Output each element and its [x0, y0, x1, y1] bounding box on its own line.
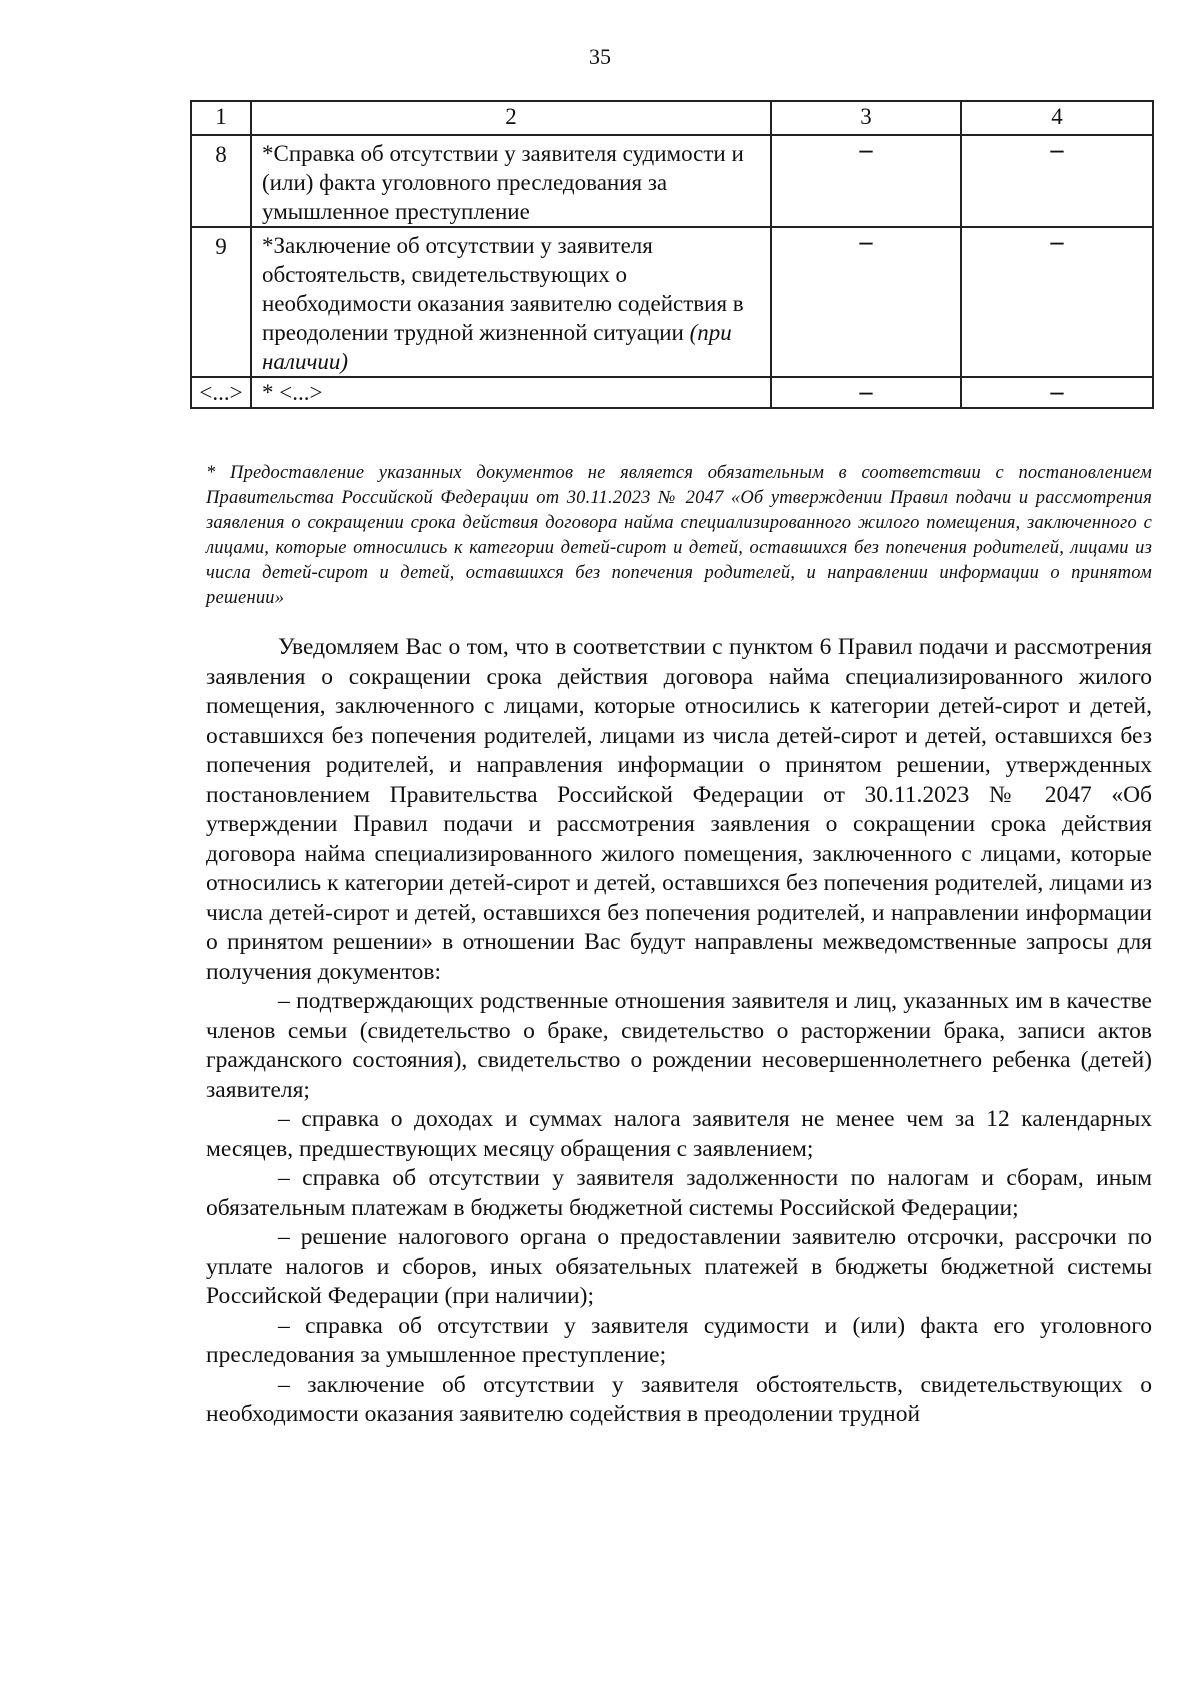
- dash-mark: –: [1050, 227, 1064, 256]
- list-item: – заключение об отсутствии у заявителя обстоятельств, свидетельствующих о необходимости оказания заявителю содействия в преодолении трудной: [206, 1371, 1152, 1427]
- list-item: – подтверждающих родственные отношения заявителя и лиц, указанных им в качестве членов семьи (свидетельство о браке, свидетельство о расторжении брака, записи актов гражданского состояния), свидетельство о рождении несовершеннолетнего ребенка (детей) заявителя;: [206, 988, 1152, 1103]
- documents-table: [190, 100, 1154, 409]
- list-item: – решение налогового органа о предоставлении заявителю отсрочки, рассрочки по уплате налогов и сборов, иных обязательных платежей в бюджеты бюджетной системы Российской Федерации (при наличии);: [206, 1224, 1152, 1309]
- row-col4: [961, 377, 1153, 408]
- dash-mark: –: [859, 135, 873, 164]
- table-row: [191, 227, 1153, 377]
- row-number: 9: [191, 227, 251, 377]
- row-document-text: *Заключение об отсутствии у заявителя обстоятельств, свидетельствующих о необходимости оказания заявителю содействия в преодолении трудной жизненной ситуации: [262, 233, 744, 345]
- table-footnote: * Предоставление указанных документов не является обязательным в соответствии с постановлением Правительства Российской Федерации от 30.11.2023 № 2047 «Об утверждении Правил подачи и рассмотрения заявления о сокращении срока действия договора найма специализированного жилого помещения, заключенного с лицами, которые относились к категории детей-сирот и детей, оставшихся без попечения родителей, лицами из числа детей-сирот и детей, оставшихся без попечения родителей, и направлении информации о принятом решении»: [206, 463, 1152, 608]
- table-header-cell: 4: [961, 101, 1153, 135]
- dash-mark: –: [859, 377, 873, 406]
- table-row: [191, 377, 1153, 408]
- row-col3: [771, 135, 961, 227]
- row-col3: [771, 227, 961, 377]
- notification-body: [206, 633, 1152, 1430]
- row-document-name: [251, 227, 771, 377]
- row-document-italic: (при наличии): [262, 320, 732, 374]
- dash-mark: –: [859, 227, 873, 256]
- list-item: – справка об отсутствии у заявителя судимости и (или) факта его уголовного преследования за умышленное преступление;: [206, 1312, 1152, 1368]
- row-document-name: [251, 377, 771, 408]
- row-document-text: * <...>: [262, 380, 323, 405]
- row-number: <...>: [191, 377, 251, 408]
- table-row: [191, 135, 1153, 227]
- dash-mark: –: [1050, 135, 1064, 164]
- table-header-cell: 3: [771, 101, 961, 135]
- row-document-text: *Справка об отсутствии у заявителя судимости и (или) факта уголовного преследования за умышленное преступление: [262, 141, 744, 224]
- list-item: – справка об отсутствии у заявителя задолженности по налогам и сборам, иным обязательным платежам в бюджеты бюджетной системы Российской Федерации;: [206, 1165, 1152, 1221]
- table-header-cell: 1: [191, 101, 251, 135]
- row-number: 8: [191, 135, 251, 227]
- row-col3: [771, 377, 961, 408]
- page-number: 35: [589, 44, 611, 69]
- table-header-cell: 2: [251, 101, 771, 135]
- table-header-row: [191, 101, 1153, 135]
- row-col4: [961, 135, 1153, 227]
- row-document-name: [251, 135, 771, 227]
- intro-paragraph: Уведомляем Вас о том, что в соответствии с пунктом 6 Правил подачи и рассмотрения заявления о сокращении срока действия договора найма специализированного жилого помещения, заключенного с лицами, которые относились к категории детей-сирот и детей, оставшихся без попечения родителей, лицами из числа детей-сирот и детей, оставшихся без попечения родителей, и направления информации о принятом решении, утвержденных постановлением Правительства Российской Федерации от 30.11.2023 № 2047 «Об утверждении Правил подачи и рассмотрения заявления о сокращении срока действия договора найма специализированного жилого помещения, заключенного с лицами, которые относились к категории детей-сирот и детей, оставшихся без попечения родителей, лицами из числа детей-сирот и детей, оставшихся без попечения родителей, и направлении информации о принятом решении» в отношении Вас будут направлены межведомственные запросы для получения документов:: [206, 634, 1152, 985]
- row-col4: [961, 227, 1153, 377]
- dash-mark: –: [1050, 377, 1064, 406]
- list-item: – справка о доходах и суммах налога заявителя не менее чем за 12 календарных месяцев, предшествующих месяцу обращения с заявлением;: [206, 1106, 1152, 1162]
